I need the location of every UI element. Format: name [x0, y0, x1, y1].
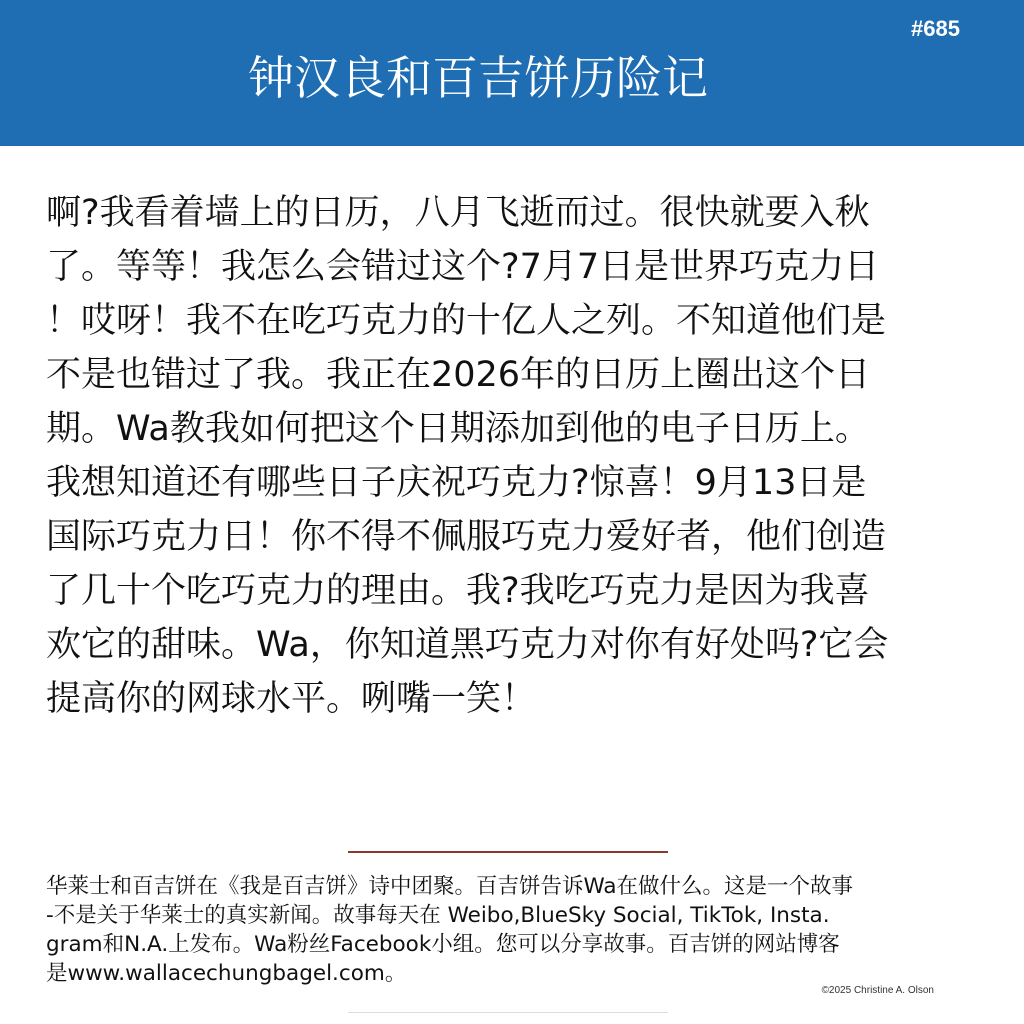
story-line: 了。等等！我怎么会错过这个?7月7日是世界巧克力日 — [46, 247, 880, 287]
story-line: 国际巧克力日！你不得不佩服巧克力爱好者，他们创造 — [46, 517, 887, 557]
story-line: 期。Wa教我如何把这个日期添加到他的电子日历上。 — [46, 409, 870, 449]
story-line: 啊?我看着墙上的日历，八月飞逝而过。很快就要入秋 — [46, 193, 870, 233]
story-line: 不是也错过了我。我正在2026年的日历上圈出这个日 — [46, 355, 871, 395]
footer-note — [46, 872, 996, 988]
footer-line: gram和N.A.上发布。Wa粉丝Facebook小组。您可以分享故事。百吉饼的网站博客 — [46, 932, 840, 957]
header-banner — [0, 0, 1024, 146]
episode-number: #685 — [911, 16, 960, 41]
story-line: ！哎呀！我不在吃巧克力的十亿人之列。不知道他们是 — [46, 301, 887, 341]
footer-line: 是www.wallacechungbagel.com。 — [46, 961, 407, 986]
footer-line: -不是关于华莱士的真实新闻。故事每天在 Weibo,BlueSky Social, TikTok, Insta. — [46, 903, 830, 928]
page-title: 钟汉良和百吉饼历险记 — [248, 51, 708, 105]
story-text — [46, 186, 986, 726]
story-line: 我想知道还有哪些日子庆祝巧克力?惊喜！9月13日是 — [46, 463, 867, 503]
bottom-divider — [348, 1012, 668, 1013]
section-divider — [348, 851, 668, 853]
copyright-notice: ©2025 Christine A. Olson — [821, 985, 934, 996]
footer-line: 华莱士和百吉饼在《我是百吉饼》诗中团聚。百吉饼告诉Wa在做什么。这是一个故事 — [46, 874, 854, 899]
story-line: 欢它的甜味。Wa，你知道黑巧克力对你有好处吗?它会 — [46, 625, 889, 665]
story-line: 提高你的网球水平。咧嘴一笑！ — [46, 679, 537, 719]
story-line: 了几十个吃巧克力的理由。我?我吃巧克力是因为我喜 — [46, 571, 870, 611]
